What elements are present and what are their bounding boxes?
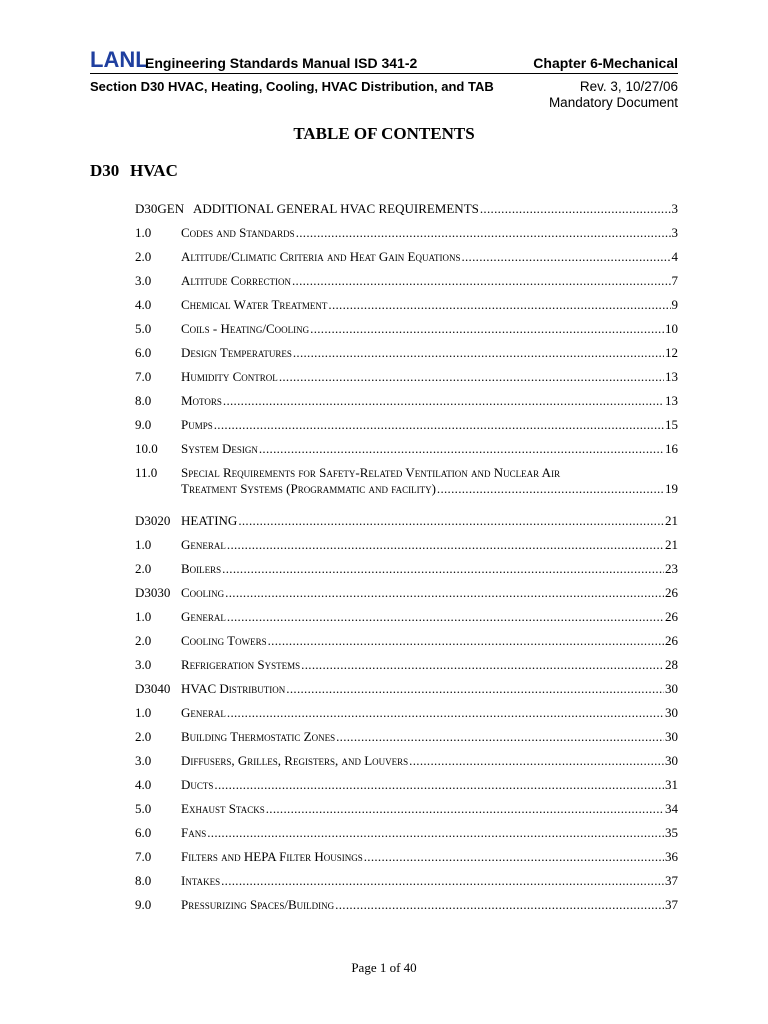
toc-entry-number: 6.0 — [135, 345, 152, 360]
toc-entry-page: 3 — [671, 201, 678, 216]
toc-entry-title: Altitude/Climatic Criteria and Heat Gain Equations — [181, 249, 461, 264]
toc-entry-title: Cooling — [181, 585, 225, 600]
toc-entry-page: 12 — [665, 345, 678, 360]
toc-title: TABLE OF CONTENTS — [293, 124, 475, 143]
toc-entry[interactable] — [135, 561, 678, 577]
toc-entry[interactable] — [135, 441, 678, 457]
dot-leader — [227, 705, 664, 721]
toc-entry-page: 30 — [665, 681, 678, 696]
toc-entry[interactable] — [135, 753, 678, 769]
toc-entry-number: 8.0 — [135, 393, 152, 408]
dot-leader — [301, 657, 664, 673]
toc-entry-title: Diffusers, Grilles, Registers, and Louvers — [181, 753, 409, 768]
toc-entry-page: 37 — [665, 873, 678, 888]
toc-entry[interactable] — [135, 417, 678, 433]
toc-entry-number: 1.0 — [135, 705, 152, 720]
toc-entry-page: 30 — [665, 705, 678, 720]
toc-entry[interactable] — [135, 393, 678, 409]
dot-leader — [296, 225, 671, 241]
toc-entry-page: 13 — [665, 393, 678, 408]
document-status: Mandatory Document — [548, 95, 678, 110]
toc-entry-page: 30 — [665, 753, 678, 768]
toc-entry-number: 2.0 — [135, 633, 152, 648]
toc-entry-number: 2.0 — [135, 249, 152, 264]
dot-leader — [227, 609, 664, 625]
toc-entry[interactable] — [135, 609, 678, 625]
toc-entry[interactable] — [135, 681, 678, 697]
toc-entry[interactable] — [135, 729, 678, 745]
toc-entry-number: 1.0 — [135, 609, 152, 624]
toc-entry-page: 13 — [665, 369, 678, 384]
toc-entry-number: 6.0 — [135, 825, 152, 840]
dot-leader — [227, 537, 664, 553]
dot-leader — [293, 345, 664, 361]
toc-entry-number: 1.0 — [135, 537, 152, 552]
toc-entry-title: Pumps — [181, 417, 213, 432]
toc-entry-title: Cooling Towers — [181, 633, 267, 648]
toc-entry[interactable] — [135, 705, 678, 721]
toc-entry[interactable] — [135, 849, 678, 865]
toc-entry-title: Ducts — [181, 777, 214, 792]
toc-entry-title: Altitude Correction — [181, 273, 291, 288]
toc-entry-page: 36 — [665, 849, 678, 864]
toc-entry-number: 3.0 — [135, 273, 152, 288]
toc-entry-title: Coils - Heating/Cooling — [181, 321, 310, 336]
toc-entry-title: General — [181, 705, 226, 720]
dot-leader — [336, 729, 664, 745]
toc-entry[interactable] — [135, 825, 678, 841]
toc-entry-number: D3020 — [135, 513, 171, 528]
toc-entry[interactable] — [135, 273, 678, 289]
toc-entry[interactable] — [135, 369, 678, 385]
dot-leader — [310, 321, 664, 337]
toc-entry-number: 5.0 — [135, 801, 152, 816]
toc-entry-title: Boilers — [181, 561, 222, 576]
toc-entry-title: Building Thermostatic Zones — [181, 729, 336, 744]
dot-leader — [437, 481, 664, 497]
toc-entry[interactable] — [135, 225, 678, 241]
toc-entry-number: 9.0 — [135, 897, 152, 912]
toc-entry-title: General — [181, 537, 226, 552]
toc-entry-number: D3030 — [135, 585, 171, 600]
dot-leader — [279, 369, 664, 385]
main-heading-title: HVAC — [130, 161, 178, 180]
lanl-logo: LANL — [90, 47, 149, 72]
toc-entry-number: 5.0 — [135, 321, 152, 336]
toc-entry-number: 2.0 — [135, 561, 152, 576]
toc-entry-page: 4 — [671, 249, 678, 264]
section-title: Section D30 HVAC, Heating, Cooling, HVAC Distribution, and TAB — [90, 79, 494, 94]
toc-entry-number: 1.0 — [135, 225, 152, 240]
dot-leader — [292, 273, 671, 289]
toc-entry-number: 2.0 — [135, 729, 152, 744]
dot-leader — [238, 513, 664, 529]
dot-leader — [328, 297, 670, 313]
toc-entry-number: 7.0 — [135, 369, 152, 384]
dot-leader — [480, 201, 671, 217]
main-heading — [90, 161, 178, 181]
toc-entry-page: 21 — [665, 537, 678, 552]
toc-entry-number: 4.0 — [135, 297, 152, 312]
toc-entry-page: 37 — [665, 897, 678, 912]
toc-entry-title: Humidity Control — [181, 369, 278, 384]
toc-entry-page: 7 — [671, 273, 678, 288]
toc-entry-page: 30 — [665, 729, 678, 744]
toc-entry-page: 3 — [671, 225, 678, 240]
toc-entry-page: 26 — [665, 633, 678, 648]
toc-entry-title: Design Temperatures — [181, 345, 292, 360]
toc-entry[interactable] — [135, 801, 678, 817]
toc-entry-number: D30GEN — [135, 201, 185, 216]
toc-entry-number: 11.0 — [135, 465, 158, 480]
header-rule — [90, 73, 678, 74]
toc-entry[interactable] — [135, 897, 678, 913]
main-heading-number: D30 — [90, 161, 120, 180]
toc-entry-title: Filters and HEPA Filter Housings — [181, 849, 363, 864]
toc-entry-title: Refrigeration Systems — [181, 657, 301, 672]
toc-entry[interactable] — [135, 633, 678, 649]
dot-leader — [259, 441, 664, 457]
toc-entry[interactable] — [135, 537, 678, 553]
toc-entry[interactable] — [135, 585, 678, 601]
toc-entry-page: 31 — [665, 777, 678, 792]
dot-leader — [221, 873, 664, 889]
toc-entry-title-continued: Treatment Systems (Programmatic and facility) — [181, 481, 436, 496]
toc-entry-title: Motors — [181, 393, 222, 408]
dot-leader — [266, 801, 664, 817]
toc-entry[interactable] — [135, 513, 678, 529]
toc-entry-number: 8.0 — [135, 873, 152, 888]
toc-entry[interactable] — [135, 777, 678, 793]
dot-leader — [214, 777, 664, 793]
page-footer: Page 1 of 40 — [351, 960, 417, 975]
toc-entry[interactable] — [135, 249, 678, 265]
toc-entry-number: 3.0 — [135, 657, 152, 672]
toc-entry[interactable] — [135, 465, 678, 497]
toc-entry-title: System Design — [181, 441, 258, 456]
toc-entry-title: HEATING — [181, 513, 238, 528]
toc-entry[interactable] — [135, 657, 678, 673]
dot-leader — [286, 681, 664, 697]
revision-block — [549, 79, 678, 111]
manual-title: Engineering Standards Manual ISD 341-2 — [145, 55, 418, 71]
dot-leader — [364, 849, 664, 865]
toc-entry[interactable] — [135, 297, 678, 313]
toc-entry-title: ADDITIONAL GENERAL HVAC REQUIREMENTS — [193, 201, 479, 216]
toc-entry[interactable] — [135, 873, 678, 889]
toc-entry-page: 19 — [665, 481, 678, 496]
toc-entry-title: Fans — [181, 825, 207, 840]
toc-entry-number: 3.0 — [135, 753, 152, 768]
toc-entry-page: 10 — [665, 321, 678, 336]
chapter-label: Chapter 6-Mechanical — [533, 55, 678, 71]
running-header — [90, 47, 678, 74]
dot-leader — [225, 585, 664, 601]
toc-entry-number: 10.0 — [135, 441, 158, 456]
toc-entry-title: Codes and Standards — [181, 225, 295, 240]
dot-leader — [223, 393, 664, 409]
toc-entry-page: 26 — [665, 609, 678, 624]
toc-entry-page: 16 — [665, 441, 678, 456]
toc-entry-page: 28 — [665, 657, 678, 672]
toc-entry-title: HVAC Distribution — [181, 681, 286, 696]
toc-entry-title: Exhaust Stacks — [181, 801, 265, 816]
toc-entry-page: 9 — [671, 297, 678, 312]
dot-leader — [335, 897, 664, 913]
toc-entry-number: D3040 — [135, 681, 171, 696]
dot-leader — [461, 249, 670, 265]
toc-entry-title: General — [181, 609, 226, 624]
toc-entry[interactable] — [135, 321, 678, 337]
toc-entry-number: 9.0 — [135, 417, 152, 432]
toc-entry[interactable] — [135, 201, 678, 217]
toc-entry-title: Special Requirements for Safety-Related Ventilation and Nuclear Air — [181, 465, 561, 480]
dot-leader — [207, 825, 664, 841]
dot-leader — [268, 633, 664, 649]
toc-entry-number: 7.0 — [135, 849, 152, 864]
toc-entry-page: 23 — [665, 561, 678, 576]
dot-leader — [214, 417, 664, 433]
toc-entry-page: 34 — [665, 801, 678, 816]
toc-entry-title: Pressurizing Spaces/Building — [181, 897, 335, 912]
dot-leader — [409, 753, 664, 769]
toc-entry-title: Intakes — [181, 873, 221, 888]
toc-entry-page: 21 — [665, 513, 678, 528]
revision-label: Rev. 3, 10/27/06 — [579, 79, 678, 94]
dot-leader — [222, 561, 664, 577]
toc-entry-page: 35 — [665, 825, 678, 840]
toc-entry-number: 4.0 — [135, 777, 152, 792]
toc-entry-title: Chemical Water Treatment — [181, 297, 328, 312]
toc-entry[interactable] — [135, 345, 678, 361]
toc-entry-page: 15 — [665, 417, 678, 432]
toc-entry-page: 26 — [665, 585, 678, 600]
